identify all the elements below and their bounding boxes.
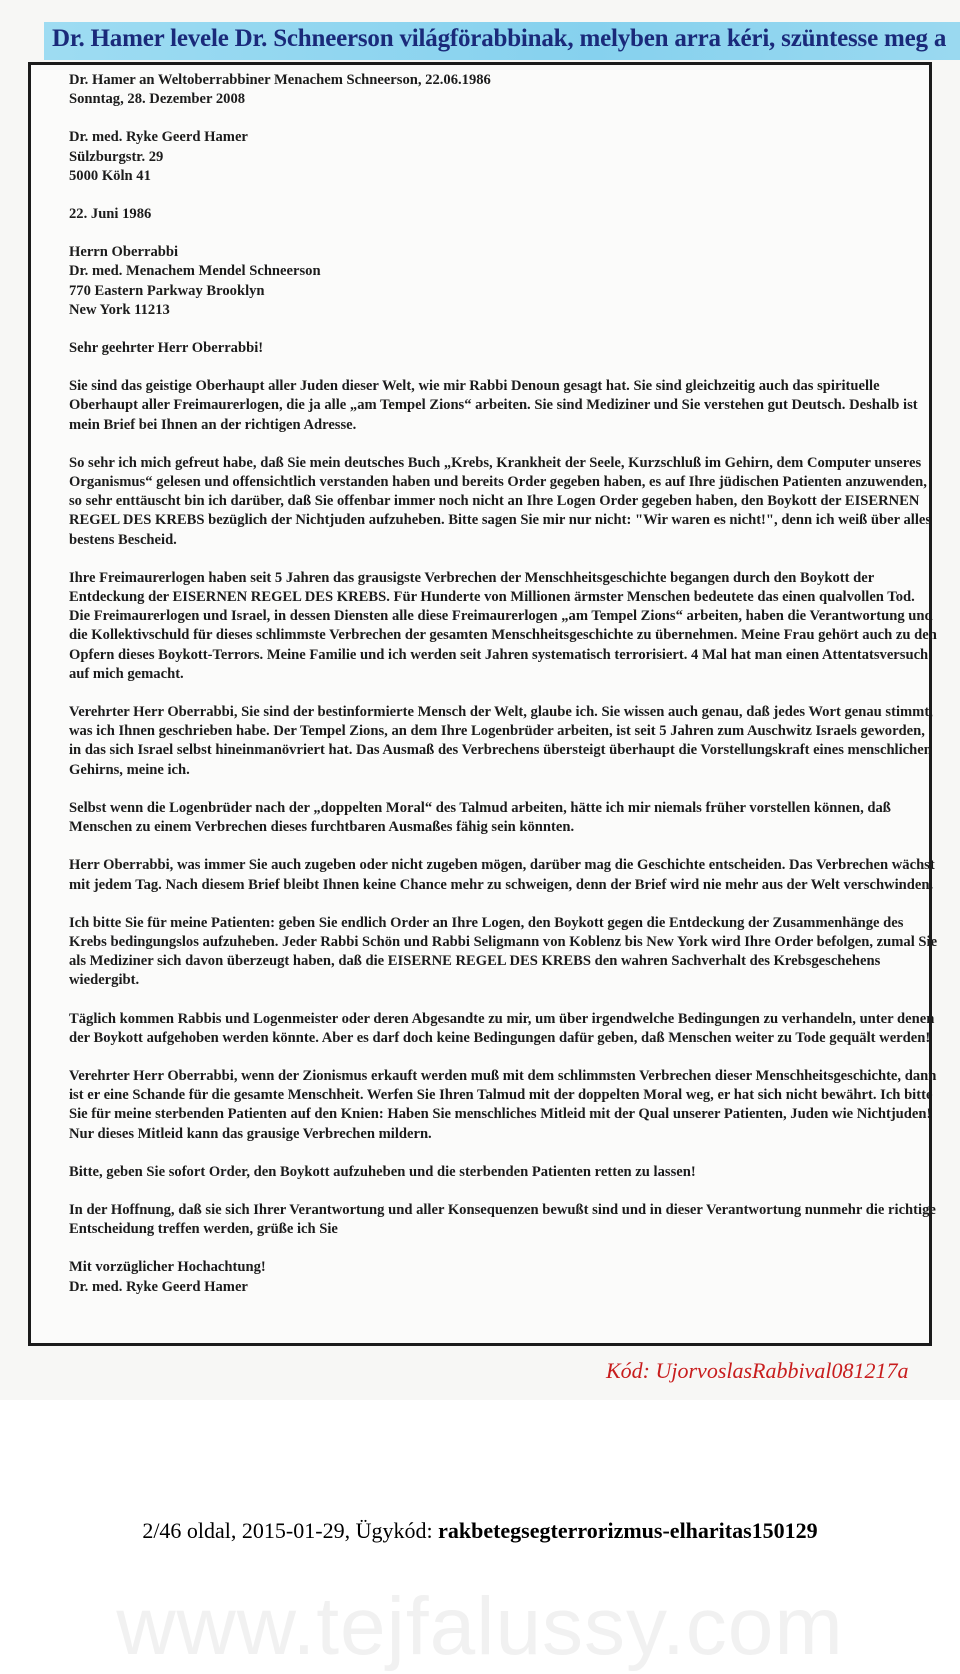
letter-frame: [28, 62, 938, 1346]
closing-text: Mit vorzüglicher Hochachtung!: [69, 1259, 266, 1276]
letter-body: [69, 71, 939, 1316]
signature: Dr. med. Ryke Geerd Hamer: [69, 1278, 248, 1295]
sender-city: 5000 Köln 41: [69, 167, 151, 184]
recipient-line: New York 11213: [69, 301, 170, 318]
page-footer: [0, 1518, 960, 1544]
letter-paragraph: Selbst wenn die Logenbrüder nach der „doppelten Moral“ des Talmud arbeiten, hätte ich mir niemals früher vorstellen können, daß Menschen zu einem Verbrechen dieses furchtbaren Ausmaßes fähig sein könnten.: [69, 799, 891, 836]
heading-line: Dr. Hamer an Weltoberrabbiner Menachem Schneerson, 22.06.1986: [69, 72, 491, 88]
footer-case-code: rakbetegsegterrorizmus-elharitas150129: [438, 1518, 818, 1543]
letter-paragraph: Täglich kommen Rabbis und Logenmeister oder deren Abgesandte zu mir, um über irgendwelche Bedingungen zu verhandeln, unter denen der Boykott aufgehoben werden könnte. Aber es darf doch keine Bedingungen dafür geben, daß Menschen weiter zu Tode gequält werden!: [69, 1010, 935, 1046]
recipient-address: [69, 243, 939, 320]
sender-street: Sülzburgstr. 29: [69, 148, 164, 165]
date-text: 22. Juni 1986: [69, 206, 152, 223]
page-title: Dr. Hamer levele Dr. Schneerson világförabbinak, melyben arra kéri, szüntesse meg a: [52, 25, 947, 52]
letter-paragraph: Ihre Freimaurerlogen haben seit 5 Jahren das grausigste Verbrechen der Menschheitsgeschichte begangen durch den Boykott der Entdeckung der EISERNEN REGEL DES KREBS. Für Hunderte von Millionen ärmster Menschen bedeutete das einen qualvollen Tod. Die Freimaurerlogen und Israel, in dessen Diensten alle diese Freimaurerlogen „am Tempel Zions“ arbeiten, haben die Verantwortung und die Kollektivschuld für dieses schlimmste Verbrechen der gesamten Menschheitsgeschichte zu übernehmen. Meine Frau gehört auch zu den Opfern dieses Boykott-Terrors. Meine Familie und ich werden seit Jahren systematisch terrorisiert. 4 Mal hat man einen Attentatsversuch auf mich gemacht.: [69, 569, 937, 682]
code-label: Kód: UjorvoslasRabbival081217a: [606, 1358, 909, 1383]
letter-paragraph: Verehrter Herr Oberrabbi, wenn der Zionismus erkauft werden muß mit dem schlimmsten Verbrechen dieser Menschheitsgeschichte, dann ist er eine Schande für die gesamte Menschheit. Werfen Sie Ihren Talmud mit der doppelten Moral weg, er hat sich nicht bewährt. Ich bitte Sie für meine sterbenden Patienten auf den Knien: Haben Sie menschliches Mitleid mit der Qual unserer Patienten, Juden wie Nichtjuden! Nur dieses Mitleid kann das grausige Verbrechen mildern.: [69, 1067, 937, 1142]
letter-paragraph: Ich bitte Sie für meine Patienten: geben Sie endlich Order an Ihre Logen, den Boykott gegen die Entdeckung der Zusammenhänge des Krebs bedingungslos aufzuheben. Jeder Rabbi Schön und Rabbi Seligmann von Koblenz bis New York wird Ihre Order befolgen, zumal Sie als Mediziner sich davon überzeugt haben, daß die EISERNE REGEL DES KREBS den wahren Sachverhalt des Krebsgeschehens wiedergibt.: [69, 914, 938, 989]
letter-closing: [69, 1258, 939, 1296]
heading-line: Sonntag, 28. Dezember 2008: [69, 91, 246, 108]
letter-paragraph: Bitte, geben Sie sofort Order, den Boykott aufzuheben und die sterbenden Patienten retten zu lassen!: [69, 1163, 696, 1180]
recipient-line: 770 Eastern Parkway Brooklyn: [69, 282, 265, 299]
recipient-line: Dr. med. Menachem Mendel Schneerson: [69, 263, 321, 280]
recipient-line: Herrn Oberrabbi: [69, 244, 179, 261]
letter-paragraph: In der Hoffnung, daß sie sich Ihrer Verantwortung und aller Konsequenzen bewußt sind und in dieser Verantwortung nunmehr die richtige Entscheidung treffen werden, grüße ich Sie: [69, 1201, 936, 1238]
letter-paragraph: Herr Oberrabbi, was immer Sie auch zugeben oder nicht zugeben mögen, darüber mag die Geschichte entscheiden. Das Verbrechen wächst mit jedem Tag. Nach diesem Brief bleibt Ihnen keine Chance mehr zu schweigen, denn der Brief wird nie mehr aus der Welt verschwinden.: [69, 857, 935, 893]
letter-heading: [69, 71, 939, 109]
letter-paragraph: Verehrter Herr Oberrabbi, Sie sind der bestinformierte Mensch der Welt, glaube ich. Sie wissen auch genau, daß jedes Wort genau stimmt, was ich Ihnen geschrieben habe. Der Tempel Zions, an dem Ihre Logenbrüder arbeiten, ist seit 5 Jahren zum Auschwitz Israels geworden, in das sich Israel selbst hineinmanövriert hat. Das Ausmaß des Verbrechens übersteigt überhaupt die Vorstellungskraft eines menschlichen Gehirns, meine ich.: [69, 704, 933, 778]
watermark: www.tejfalussy.com: [116, 1581, 844, 1672]
sender-address: [69, 128, 939, 186]
title-banner: [44, 22, 960, 60]
letter-paragraph: So sehr ich mich gefreut habe, daß Sie mein deutsches Buch „Krebs, Krankheit der Seele, Kurzschluß im Gehirn, dem Computer unseres Organismus“ gelesen und offensichtlich verstanden haben und bereits Order gegeben haben, es auf Ihre jüdischen Patienten anzuwenden, so sehr enttäuscht bin ich darüber, daß Sie offenbar immer noch nicht an Ihre Logen Order gegeben haben, den Boykott der EISERNEN REGEL DES KREBS bezüglich der Nichtjuden aufzuheben. Bitte sagen Sie mir nur nicht: "Wir waren es nicht!", denn ich weiß über alles bestens Bescheid.: [69, 454, 932, 548]
footer-prefix: 2/46 oldal, 2015-01-29, Ügykód:: [142, 1518, 439, 1543]
sender-name: Dr. med. Ryke Geerd Hamer: [69, 129, 248, 146]
salutation: Sehr geehrter Herr Oberrabbi!: [69, 340, 264, 357]
letter-paragraph: Sie sind das geistige Oberhaupt aller Juden dieser Welt, wie mir Rabbi Denoun gesagt hat. Sie sind gleichzeitig auch das spirituelle Oberhaupt aller Freimaurerlogen, die ja alle „am Tempel Zions“ arbeiten. Sie sind Mediziner und Sie verstehen gut Deutsch. Deshalb ist mein Brief bei Ihnen an der richtigen Adresse.: [69, 378, 918, 433]
letter-date: [69, 205, 939, 224]
